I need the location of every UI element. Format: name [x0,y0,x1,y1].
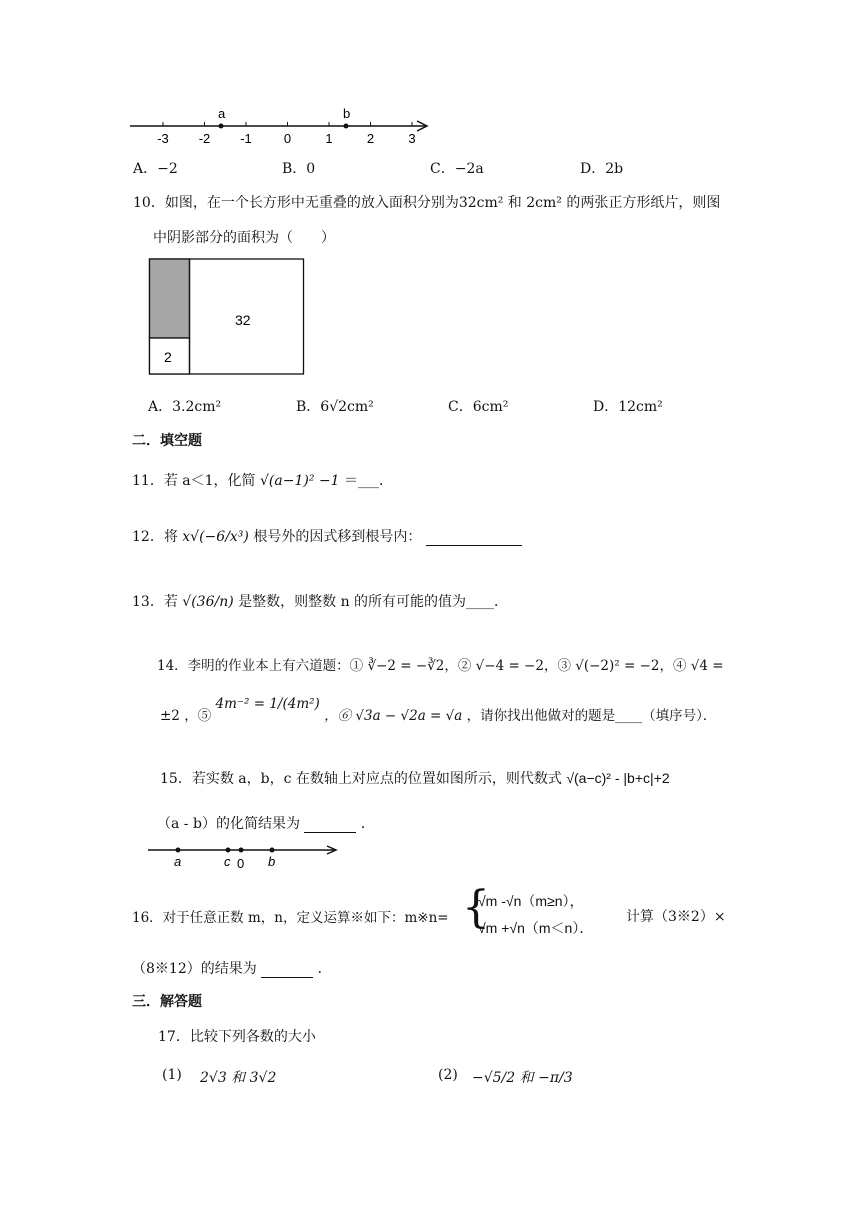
q15-label-c: c [224,854,231,869]
tick-label: 1 [325,131,333,146]
q17-part1-expression: 2√3 和 3√2 [200,1070,277,1086]
q15-label-b: b [268,854,276,869]
shaded-region [150,259,190,338]
q15-point-a [176,848,181,853]
q16-line2-text: （8※12）的结果为 [132,961,257,977]
q9-option-c: C．−2a [430,161,484,177]
q17-part2-label: (2) [438,1067,458,1083]
q14-line2-start: ±2 ，⑤ [160,708,212,724]
q14-line1: 14．李明的作业本上有六道题：① ∛−2 = −∛2，② √−4 = −2，③ √(−2)² = −2，④ √4 = [157,658,724,674]
small-square-label: 2 [164,349,172,365]
q13-expression: √(36/n) [182,594,234,610]
q9-option-a: A．−2 [133,161,178,177]
section2-title: 二．填空题 [132,433,202,449]
q10-text-line1: 10．如图，在一个长方形中无重叠的放入面积分别为32cm² 和 2cm² 的两张正方形纸片，则图 [133,195,721,211]
tick-label: 3 [408,131,416,146]
q11-prefix: 11．若 a＜1，化简 [132,473,256,489]
q15-point-b [270,848,275,853]
tick-label: -2 [198,131,211,146]
tick-label: -3 [157,131,169,146]
q16-brace: { [462,882,490,933]
q15-point-c [226,848,231,853]
q17-part1-label: (1) [162,1067,182,1083]
q13-suffix: 是整数，则整数 n 的所有可能的值为____． [238,594,509,610]
q10-option-d: D．12cm² [593,399,663,415]
q11-expression: √(a−1)² −1 [259,473,340,489]
q10-option-a: A．3.2cm² [148,399,222,415]
q17-part2-expression: −√5/2 和 −π/3 [472,1070,573,1086]
q15-line2-end: ． [360,816,375,832]
big-square-label: 32 [235,312,251,328]
q10-option-b: B．6√2cm² [296,399,374,415]
q10-text-line2: 中阴影部分的面积为（ ） [153,230,335,246]
q15-label-0: 0 [237,856,245,870]
q10-option-c: C．6cm² [448,399,509,415]
q16-answer-blank[interactable] [261,961,313,978]
q15-point-0 [239,848,244,853]
q15-line2 [157,813,375,833]
q14-line2 [160,696,717,724]
tick-label: 0 [283,131,292,146]
section3-title: 三．解答题 [132,994,202,1010]
q15-line1 [160,768,670,788]
q15-answer-blank[interactable] [304,816,356,833]
label-a: a [218,106,226,121]
number-line-top [125,104,435,150]
tick-label: -1 [240,131,252,146]
q12-expression: x√(−6/x³) [182,529,249,545]
q11 [132,470,393,490]
q14-line2-end: ，请你找出他做对的题是____（填序号）． [466,708,717,724]
q9-option-d: D．2b [580,161,624,177]
q12-answer-blank[interactable] [426,529,522,546]
q12 [132,526,522,546]
q17-title: 17．比较下列各数的大小 [158,1029,316,1045]
q12-prefix: 12．将 [132,529,178,545]
label-b: b [343,106,351,121]
q16-line2 [132,958,332,978]
q16-case1: √m -√n（m≥n）， [478,893,584,909]
q14-item5: 4m⁻² = 1/(4m²) [215,696,320,712]
q16-line2-end: ． [317,961,332,977]
q16-case2: √m +√n（m＜n）． [478,920,594,936]
q13-prefix: 13．若 [132,594,178,610]
q9-option-b: B．0 [282,161,316,177]
q10-figure [148,257,308,377]
point-a [219,124,224,129]
q15-number-line [145,840,345,870]
q15-line1-prefix: 15．若实数 a，b，c 在数轴上对应点的位置如图所示，则代数式 [160,771,562,787]
q11-suffix: ＝___． [343,473,393,489]
q15-label-a: a [174,854,182,869]
tick-label: 2 [366,131,375,146]
q15-line1-expression: √(a−c)² - |b+c|+2 [566,770,670,786]
q16-prefix: 16．对于任意正数 m，n，定义运算※如下：m※n= [132,910,449,926]
q12-suffix: 根号外的因式移到根号内： [253,529,422,545]
q13 [132,591,508,611]
q14-item6: ，⑥ √3a − √2a = √a [324,708,463,724]
q15-line2-text: （a - b）的化简结果为 [157,816,300,832]
q16-suffix: 计算（3※2）× [626,909,726,925]
point-b [344,124,349,129]
